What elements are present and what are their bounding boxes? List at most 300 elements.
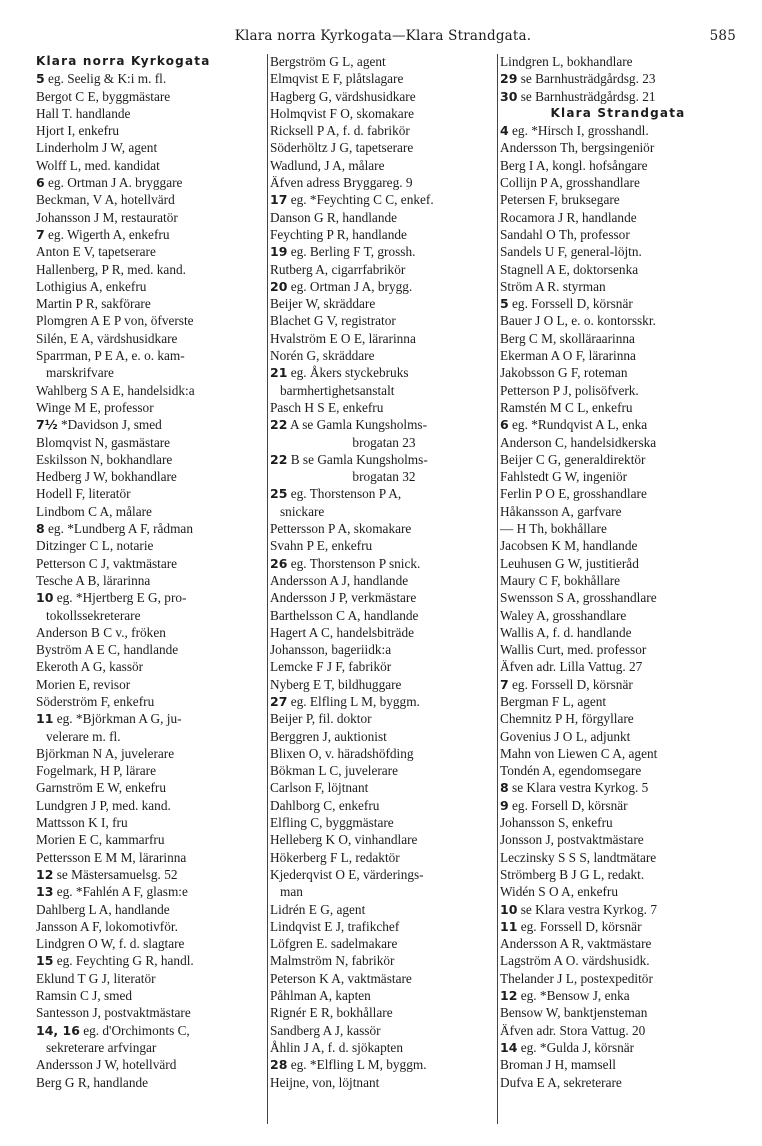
- house-number: 11: [500, 918, 518, 934]
- entry-text: Sandels U F, general-löjtn.: [500, 244, 642, 260]
- entry-text: Berg G R, handlande: [36, 1074, 149, 1090]
- directory-entry: [36, 468, 268, 485]
- entry-text: Carlson F, löjtnant: [270, 780, 369, 796]
- entry-text: eg. *Rundqvist A L, enka: [508, 417, 648, 433]
- entry-text: Peterson K A, vaktmästare: [270, 970, 412, 986]
- directory-entry: [500, 1039, 736, 1056]
- directory-entry: [500, 866, 736, 883]
- directory-entry: [500, 779, 736, 796]
- directory-entry: [270, 814, 498, 831]
- directory-entry: [270, 157, 498, 174]
- entry-text: eg. *Lundberg A F, rådman: [44, 521, 193, 537]
- directory-entry: [36, 572, 268, 589]
- directory-entry: [270, 330, 498, 347]
- entry-text: eg. Wigerth A, enkefru: [44, 226, 170, 242]
- entry-text: Mahn von Liewen C A, agent: [500, 745, 658, 761]
- entry-text: Hodell F, literatör: [36, 486, 131, 502]
- directory-entry: [500, 434, 736, 451]
- directory-entry: [270, 226, 498, 243]
- entry-text: Bergström G L, agent: [270, 54, 386, 69]
- entry-text: Lagström A O. värdshusidk.: [500, 953, 650, 969]
- directory-entry: [36, 399, 268, 416]
- directory-entry: [36, 970, 268, 987]
- entry-text: Linderholm J W, agent: [36, 140, 158, 156]
- entry-text: tokollssekreterare: [46, 607, 141, 623]
- entry-text: Pettersson E M M, lärarinna: [36, 849, 187, 865]
- directory-entry: [270, 676, 498, 693]
- entry-text: eg. Feychting G R, handl.: [53, 953, 194, 969]
- directory-entry: [500, 520, 736, 537]
- entry-text: Morien E, revisor: [36, 676, 131, 692]
- entry-text: Rocamora J R, handlande: [500, 209, 637, 225]
- entry-text: eg. *Fahlén A F, glasm:e: [53, 884, 188, 900]
- directory-entry: [36, 157, 268, 174]
- directory-entry: [500, 278, 736, 295]
- directory-entry: [36, 70, 268, 87]
- house-number: 7: [500, 676, 509, 692]
- directory-entry: [500, 641, 736, 658]
- directory-entry: [500, 555, 736, 572]
- entry-text: se Barnhusträdgårdsg. 23: [517, 71, 656, 87]
- directory-entry: [36, 382, 268, 399]
- directory-entry: [36, 952, 268, 969]
- entry-text: Helleberg K O, vinhandlare: [270, 832, 418, 848]
- directory-entry: [270, 468, 498, 485]
- entry-text: Beckman, V A, hotellvärd: [36, 192, 175, 208]
- page-header: [30, 28, 736, 48]
- entry-text: Petersen F, bruksegare: [500, 192, 620, 208]
- directory-entry: [270, 520, 498, 537]
- entry-text: Sandberg A J, kassör: [270, 1022, 381, 1038]
- entry-text: Bensow W, banktjensteman: [500, 1005, 648, 1021]
- entry-text: eg. Ortman J A, brygg.: [287, 278, 413, 294]
- directory-entry: [36, 814, 268, 831]
- directory-entry: [270, 572, 498, 589]
- entry-text: Ramstén M C L, enkefru: [500, 399, 633, 415]
- entry-text: Blomqvist N, gasmästare: [36, 434, 171, 450]
- directory-entry: [270, 987, 498, 1004]
- entry-text: se Klara vestra Kyrkog. 5: [508, 780, 649, 796]
- entry-text: Plomgren A E P von, öfverste: [36, 313, 194, 329]
- directory-entry: [270, 209, 498, 226]
- entry-text: Ferlin P O E, grosshandlare: [500, 486, 647, 502]
- entry-text: eg. Seelig & K:i m. fl.: [44, 71, 167, 87]
- entry-text: Ricksell P A, f. d. fabrikör: [270, 123, 410, 139]
- entry-text: Hvalström E O E, lärarinna: [270, 330, 416, 346]
- house-number: 15: [36, 953, 54, 969]
- entry-text: *Davidson J, smed: [57, 417, 162, 433]
- house-number: 29: [500, 71, 518, 87]
- entry-text: eg. *Bensow J, enka: [517, 988, 630, 1004]
- directory-entry: [270, 485, 498, 502]
- house-number: 20: [270, 278, 288, 294]
- entry-text: Thelander J L, postexpeditör: [500, 970, 653, 986]
- entry-text: Nyberg E T, bildhuggare: [270, 676, 402, 692]
- entry-text: Bökman L C, juvelerare: [270, 763, 399, 779]
- entry-text: brogatan 23: [352, 434, 416, 450]
- entry-text: se Mästersamuelsg. 52: [53, 866, 178, 882]
- directory-column-2: [270, 53, 498, 1091]
- entry-text: Lindbom C A, målare: [36, 503, 152, 519]
- directory-entry: [36, 693, 268, 710]
- street-heading: [500, 105, 736, 122]
- directory-entry: [270, 849, 498, 866]
- entry-text: Andersson J P, verkmästare: [270, 590, 417, 606]
- entry-text: eg. Thorstenson P A,: [287, 486, 402, 502]
- directory-entry: [270, 1056, 498, 1073]
- entry-text: Rignér E R, bokhållare: [270, 1005, 393, 1021]
- entry-text: Löfgren E. sadelmakare: [270, 936, 398, 952]
- directory-entry: [36, 537, 268, 554]
- entry-text: snickare: [280, 503, 325, 519]
- directory-entry: [36, 762, 268, 779]
- directory-entry: [36, 243, 268, 260]
- directory-entry: [500, 347, 736, 364]
- directory-entry: [36, 434, 268, 451]
- entry-text: Maury C F, bokhållare: [500, 572, 621, 588]
- entry-text: Hjort I, enkefru: [36, 123, 120, 139]
- street-heading: [36, 53, 268, 70]
- directory-entry: [500, 70, 736, 87]
- directory-entry: [500, 849, 736, 866]
- entry-text: Ditzinger C L, notarie: [36, 538, 154, 554]
- entry-text: Beijer C G, generaldirektör: [500, 451, 646, 467]
- entry-text: Johansson J M, restauratör: [36, 209, 178, 225]
- entry-text: A se Gamla Kungsholms-: [287, 417, 428, 433]
- directory-entry: [270, 434, 498, 451]
- house-number: 10: [500, 901, 518, 917]
- directory-entry: [500, 261, 736, 278]
- entry-text: — H Th, bokhållare: [500, 521, 607, 537]
- entry-text: eg. Åkers styckebruks: [287, 365, 409, 381]
- house-number: 12: [36, 866, 54, 882]
- entry-text: Jansson A F, lokomotivför.: [36, 918, 178, 934]
- entry-text: Lindgren O W, f. d. slagtare: [36, 936, 185, 952]
- entry-text: eg. Forssell D, körsnär: [508, 676, 633, 692]
- entry-text: Tesche A B, lärarinna: [36, 572, 151, 588]
- directory-entry: [36, 226, 268, 243]
- directory-entry: [36, 1004, 268, 1021]
- entry-text: Morien E C, kammarfru: [36, 832, 165, 848]
- entry-text: Beijer W, skräddare: [270, 296, 376, 312]
- directory-entry: [500, 762, 736, 779]
- directory-entry: [36, 295, 268, 312]
- entry-text: Lundgren J P, med. kand.: [36, 797, 171, 813]
- entry-text: Danson G R, handlande: [270, 209, 398, 225]
- entry-text: Lemcke F J F, fabrikör: [270, 659, 392, 675]
- entry-text: Anderson B C v., fröken: [36, 624, 166, 640]
- entry-text: sekreterare arfvingar: [46, 1039, 157, 1055]
- directory-entry: [500, 710, 736, 727]
- entry-text: Pettersson P A, skomakare: [270, 521, 412, 537]
- directory-entry: [500, 814, 736, 831]
- directory-entry: [36, 416, 268, 433]
- entry-text: se Barnhusträdgårdsg. 21: [517, 88, 656, 104]
- directory-entry: [270, 537, 498, 554]
- entry-text: eg. Berling F T, grossh.: [287, 244, 416, 260]
- entry-text: Eklund T G J, literatör: [36, 970, 156, 986]
- entry-text: Wallis Curt, med. professor: [500, 642, 647, 658]
- entry-text: Andersson Th, bergsingeniör: [500, 140, 655, 156]
- house-number: 5: [500, 296, 509, 312]
- directory-entry: [36, 797, 268, 814]
- house-number: 27: [270, 693, 288, 709]
- entry-text: Jakobsson G F, roteman: [500, 365, 628, 381]
- entry-text: Sandahl O Th, professor: [500, 226, 630, 242]
- directory-entry: [500, 901, 736, 918]
- directory-entry: [500, 797, 736, 814]
- directory-entry: [500, 485, 736, 502]
- directory-entry: [500, 382, 736, 399]
- entry-text: Fogelmark, H P, lärare: [36, 763, 157, 779]
- directory-entry: [270, 312, 498, 329]
- entry-text: Petterson P J, polisöfverk.: [500, 382, 639, 398]
- directory-entry: [36, 779, 268, 796]
- entry-text: Blixen O, v. häradshöfding: [270, 745, 414, 761]
- entry-text: Collijn P A, grosshandlare: [500, 175, 640, 191]
- entry-text: se Klara vestra Kyrkog. 7: [517, 901, 657, 917]
- entry-text: Andersson A J, handlande: [270, 572, 409, 588]
- entry-text: Silén, E A, värdshusidkare: [36, 330, 178, 346]
- house-number: 26: [270, 555, 288, 571]
- directory-entry: [36, 174, 268, 191]
- entry-text: Martin P R, sakförare: [36, 296, 151, 312]
- entry-text: Beijer P, fil. doktor: [270, 711, 372, 727]
- directory-entry: [500, 589, 736, 606]
- directory-entry: [36, 520, 268, 537]
- directory-entry: [36, 866, 268, 883]
- entry-text: Petterson C J, vaktmästare: [36, 555, 178, 571]
- directory-entry: [270, 382, 498, 399]
- entry-text: Hökerberg F L, redaktör: [270, 849, 400, 865]
- directory-entry: [500, 191, 736, 208]
- directory-entry: [270, 191, 498, 208]
- entry-text: Söderström F, enkefru: [36, 693, 155, 709]
- house-number: 7: [36, 226, 45, 242]
- directory-entry: [500, 416, 736, 433]
- directory-entry: [36, 209, 268, 226]
- directory-column-1: [36, 53, 268, 1091]
- entry-text: Elfling C, byggmästare: [270, 815, 394, 831]
- entry-text: Andersson J W, hotellvärd: [36, 1057, 177, 1073]
- directory-entry: [500, 952, 736, 969]
- directory-entry: [500, 122, 736, 139]
- directory-entry: [270, 658, 498, 675]
- directory-entry: [270, 70, 498, 87]
- directory-entry: [270, 295, 498, 312]
- entry-text: man: [280, 884, 303, 900]
- directory-entry: [270, 935, 498, 952]
- entry-text: Wallis A, f. d. handlande: [500, 624, 632, 640]
- entry-text: Lindqvist E J, trafikchef: [270, 918, 400, 934]
- house-number: 8: [500, 780, 509, 796]
- directory-entry: [270, 607, 498, 624]
- directory-entry: [270, 555, 498, 572]
- directory-entry: [270, 105, 498, 122]
- house-number: 4: [500, 123, 509, 139]
- entry-text: Kjederqvist O E, värderings-: [270, 866, 424, 882]
- entry-text: Björkman N A, juvelerare: [36, 745, 175, 761]
- entry-text: Barthelsson C A, handlande: [270, 607, 419, 623]
- directory-entry: [270, 416, 498, 433]
- directory-entry: [36, 728, 268, 745]
- directory-entry: [500, 174, 736, 191]
- entry-text: eg. Forssell D, körsnär: [508, 296, 633, 312]
- entry-text: Leuhusen G W, justitieråd: [500, 555, 639, 571]
- directory-entry: [36, 364, 268, 381]
- directory-entry: [36, 1039, 268, 1056]
- directory-entry: [270, 589, 498, 606]
- directory-entry: [270, 364, 498, 381]
- entry-text: brogatan 32: [352, 469, 416, 485]
- directory-entry: [36, 451, 268, 468]
- directory-entry: [270, 1039, 498, 1056]
- entry-text: Strömberg B J G L, redakt.: [500, 866, 645, 882]
- directory-entry: [500, 330, 736, 347]
- directory-entry: [36, 261, 268, 278]
- house-number: 28: [270, 1057, 288, 1073]
- entry-text: Mattsson K I, fru: [36, 815, 128, 831]
- entry-text: barmhertighetsanstalt: [280, 382, 395, 398]
- house-number: 10: [36, 590, 54, 606]
- entry-text: Govenius J O L, adjunkt: [500, 728, 631, 744]
- entry-text: Sparrman, P E A, e. o. kam-: [36, 348, 185, 364]
- entry-text: velerare m. fl.: [46, 728, 121, 744]
- house-number: 22: [270, 451, 288, 467]
- directory-entry: [270, 624, 498, 641]
- directory-entry: [36, 485, 268, 502]
- directory-entry: [270, 901, 498, 918]
- directory-entry: [270, 122, 498, 139]
- entry-text: Ström A R. styrman: [500, 278, 606, 294]
- directory-entry: [270, 88, 498, 105]
- page-title: Klara norra Kyrkogata—Klara Strandgata.: [234, 28, 532, 44]
- directory-entry: [270, 762, 498, 779]
- entry-text: Rutberg A, cigarrfabrikör: [270, 261, 406, 277]
- entry-text: Jonsson J, postvaktmästare: [500, 832, 644, 848]
- directory-entry: [270, 261, 498, 278]
- entry-text: eg. *Gulda J, körsnär: [517, 1039, 635, 1055]
- directory-entry: [270, 883, 498, 900]
- entry-text: Swensson S A, grosshandlare: [500, 590, 657, 606]
- directory-entry: [500, 312, 736, 329]
- directory-entry: [500, 658, 736, 675]
- entry-text: Berg C M, skolläraarinna: [500, 330, 635, 346]
- directory-entry: [36, 710, 268, 727]
- directory-entry: [36, 1074, 268, 1091]
- house-number: 25: [270, 486, 288, 502]
- directory-entry: [36, 676, 268, 693]
- entry-text: Bergman F L, agent: [500, 693, 607, 709]
- directory-entry: [270, 139, 498, 156]
- entry-text: Lindgren L, bokhandlare: [500, 54, 633, 69]
- directory-entry: [500, 295, 736, 312]
- entry-text: Johansson, bageriidk:a: [270, 642, 392, 658]
- entry-text: Hagberg G, värdshusidkare: [270, 88, 416, 104]
- directory-entry: [36, 555, 268, 572]
- entry-text: Påhlman A, kapten: [270, 988, 371, 1004]
- directory-entry: [36, 312, 268, 329]
- entry-text: marskrifvare: [46, 365, 114, 381]
- entry-text: Klara Strandgata: [550, 105, 686, 120]
- directory-entry: [270, 399, 498, 416]
- directory-entry: [500, 607, 736, 624]
- entry-text: Jacobsen K M, handlande: [500, 538, 638, 554]
- directory-column-3: [500, 53, 736, 1091]
- directory-entry: [270, 1022, 498, 1039]
- directory-entry: [500, 987, 736, 1004]
- entry-text: eg. Elfling L M, byggm.: [287, 693, 420, 709]
- directory-entry: [500, 572, 736, 589]
- directory-entry: [500, 935, 736, 952]
- entry-text: Winge M E, professor: [36, 399, 154, 415]
- directory-entry: [500, 693, 736, 710]
- directory-entry: [500, 624, 736, 641]
- entry-text: Bergot C E, byggmästare: [36, 88, 171, 104]
- entry-text: Anderson C, handelsidkerska: [500, 434, 657, 450]
- house-number: 14: [500, 1039, 518, 1055]
- directory-entry: [500, 209, 736, 226]
- entry-text: Hallenberg, P R, med. kand.: [36, 261, 186, 277]
- directory-entry: [270, 831, 498, 848]
- directory-entry: [36, 935, 268, 952]
- directory-entry: [270, 779, 498, 796]
- directory-entry: [36, 641, 268, 658]
- entry-text: Hedberg J W, bokhandlare: [36, 469, 177, 485]
- directory-entry: [36, 624, 268, 641]
- directory-entry: [36, 831, 268, 848]
- directory-entry: [500, 831, 736, 848]
- entry-text: Andersson A R, vaktmästare: [500, 936, 652, 952]
- entry-text: eg. *Hirsch I, grosshandl.: [508, 123, 649, 139]
- house-number: 19: [270, 244, 288, 260]
- directory-entry: [270, 970, 498, 987]
- directory-entry: [500, 1022, 736, 1039]
- entry-text: Dufva E A, sekreterare: [500, 1074, 622, 1090]
- directory-entry: [500, 243, 736, 260]
- entry-text: Dahlberg L A, handlande: [36, 901, 170, 917]
- house-number: 17: [270, 192, 288, 208]
- entry-text: Ekeroth A G, kassör: [36, 659, 144, 675]
- directory-entry: [36, 658, 268, 675]
- directory-entry: [36, 1022, 268, 1039]
- directory-entry: [500, 676, 736, 693]
- entry-text: Elmqvist E F, plåtslagare: [270, 71, 404, 87]
- entry-text: Eskilsson N, bokhandlare: [36, 451, 173, 467]
- directory-entry: [270, 641, 498, 658]
- house-number: 22: [270, 417, 288, 433]
- directory-entry: [500, 451, 736, 468]
- directory-entry: [36, 278, 268, 295]
- directory-entry: [500, 883, 736, 900]
- entry-text: Äfven adress Bryggareg. 9: [270, 175, 413, 191]
- directory-entry: [36, 503, 268, 520]
- directory-entry: [500, 399, 736, 416]
- house-number: 5: [36, 71, 45, 87]
- directory-entry: [500, 745, 736, 762]
- entry-text: Svahn P E, enkefru: [270, 538, 373, 554]
- house-number: 9: [500, 797, 509, 813]
- entry-text: Garnström E W, enkefru: [36, 780, 166, 796]
- entry-text: Lothigius A, enkefru: [36, 278, 147, 294]
- entry-text: Hagert A C, handelsbiträde: [270, 624, 415, 640]
- page-number: 585: [709, 28, 736, 44]
- directory-entry: [500, 226, 736, 243]
- house-number: 13: [36, 884, 54, 900]
- entry-text: Santesson J, postvaktmästare: [36, 1005, 191, 1021]
- directory-entry: [270, 797, 498, 814]
- directory-entry: [36, 607, 268, 624]
